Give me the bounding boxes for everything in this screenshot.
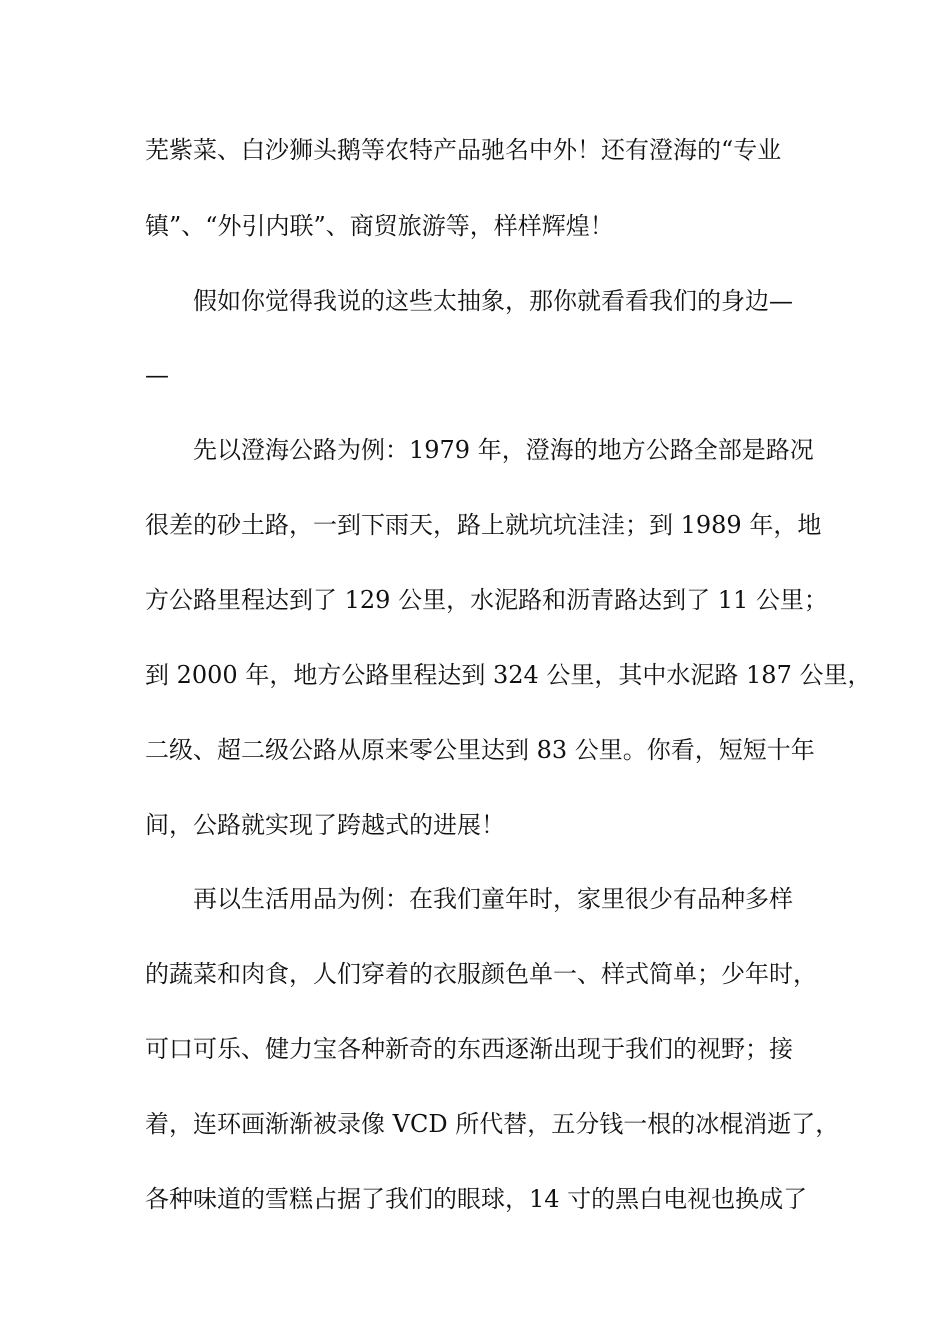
paragraph-3-line-3: 方公路里程达到了 129 公里，水泥路和沥青路达到了 11 公里； bbox=[145, 586, 828, 614]
paragraph-3-line-1: 先以澄海公路为例：1979 年，澄海的地方公路全部是路况 bbox=[193, 436, 814, 464]
paragraph-3-line-4: 到 2000 年，地方公路里程达到 324 公里，其中水泥路 187 公里， bbox=[145, 661, 872, 689]
paragraph-4-line-5: 各种味道的雪糕占据了我们的眼球，14 寸的黑白电视也换成了 bbox=[145, 1185, 808, 1213]
paragraph-3-line-2: 很差的砂土路，一到下雨天，路上就坑坑洼洼；到 1989 年，地 bbox=[145, 511, 822, 539]
paragraph-4-line-4: 着，连环画渐渐被录像 VCD 所代替，五分钱一根的冰棍消逝了， bbox=[145, 1110, 840, 1138]
paragraph-3-line-5: 二级、超二级公路从原来零公里达到 83 公里。你看，短短十年 bbox=[145, 736, 815, 764]
paragraph-3-line-6: 间，公路就实现了跨越式的进展！ bbox=[145, 811, 505, 839]
paragraph-2-line-2: — bbox=[145, 361, 169, 389]
text-line-2: 镇”、“外引内联”、商贸旅游等，样样辉煌！ bbox=[145, 212, 614, 240]
paragraph-2-line-1: 假如你觉得我说的这些太抽象，那你就看看我们的身边— bbox=[193, 287, 793, 315]
text-line-1: 芜紫菜、白沙狮头鹅等农特产品驰名中外！还有澄海的“专业 bbox=[145, 136, 782, 164]
paragraph-4-line-1: 再以生活用品为例：在我们童年时，家里很少有品种多样 bbox=[193, 885, 793, 913]
paragraph-4-line-2: 的蔬菜和肉食，人们穿着的衣服颜色单一、样式简单；少年时， bbox=[145, 960, 817, 988]
paragraph-4-line-3: 可口可乐、健力宝各种新奇的东西逐渐出现于我们的视野；接 bbox=[145, 1035, 793, 1063]
